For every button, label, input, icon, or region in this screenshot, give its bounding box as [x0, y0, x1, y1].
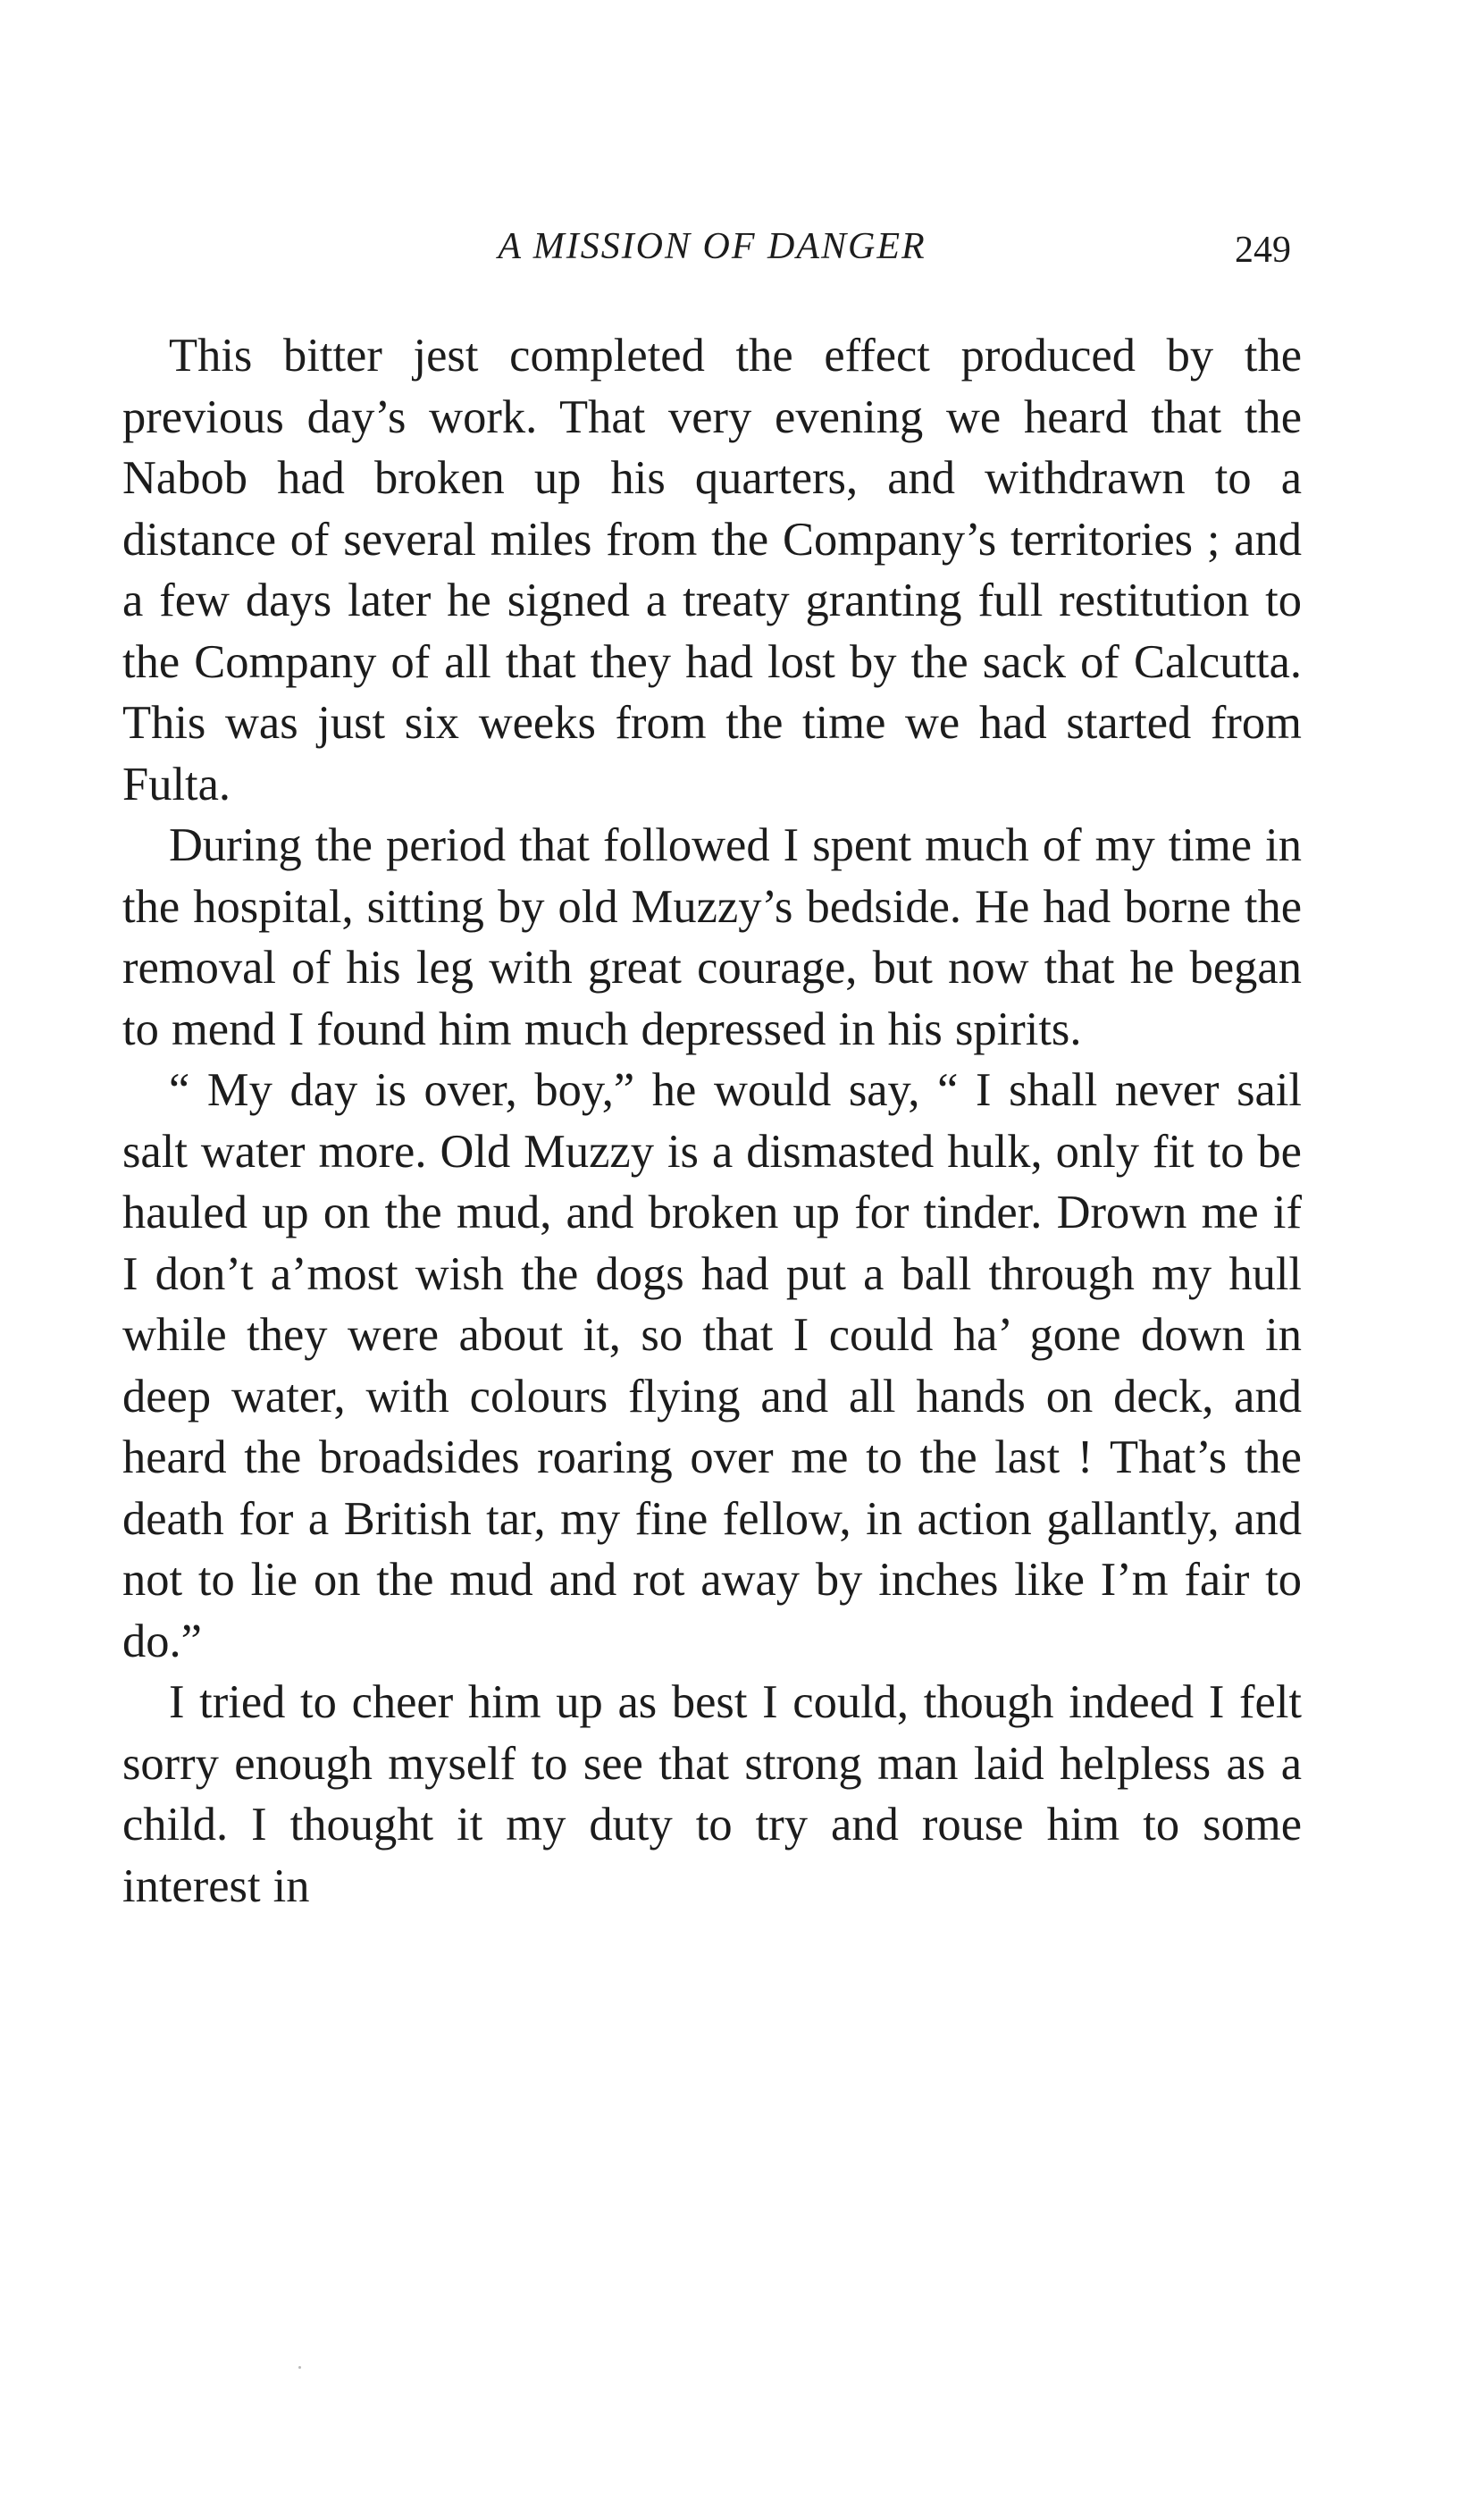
scan-speck: [298, 2366, 301, 2369]
page-number: 249: [1235, 230, 1291, 271]
paragraph-1: This bitter jest completed the effect produced by the previous day’s work. That very evening we heard that the Nabob had broken up his quarters, and withdrawn to a distance of several miles from the Company’s territories ; and a few days later he signed a treaty granting full restitution to the Company of all that they had lost by the sack of Calcutta. This was just six weeks from the time we had started from Fulta.: [122, 330, 1302, 810]
running-head: [122, 225, 1302, 279]
paragraph-2: During the period that followed I spent much of my time in the hospital, sitting by old Muzzy’s bedside. He had borne the removal of his leg with great courage, but now that he began to mend I found him much depressed in his spirits.: [122, 819, 1302, 1055]
running-title: A MISSION OF DANGER: [498, 226, 926, 267]
paragraph-4: I tried to cheer him up as best I could, though indeed I felt sorry enough myself to see that strong man laid helpless as a child. I thought it my duty to try and rouse him to some interest in: [122, 1676, 1302, 1912]
paragraph-3: “ My day is over, boy,” he would say, “ I shall never sail salt water more. Old Muzzy is a dismasted hulk, only fit to be hauled up on the mud, and broken up for tinder. Drown me if I don’t a’most wish the dogs had put a ball through my hull while they were about it, so that I could ha’ gone down in deep water, with colours flying and all hands on deck, and heard the broadsides roaring over me to the last ! That’s the death for a British tar, my fine fellow, in action gallantly, and not to lie on the mud and rot away by inches like I’m fair to do.”: [122, 1064, 1302, 1667]
body-text: [122, 325, 1302, 1917]
